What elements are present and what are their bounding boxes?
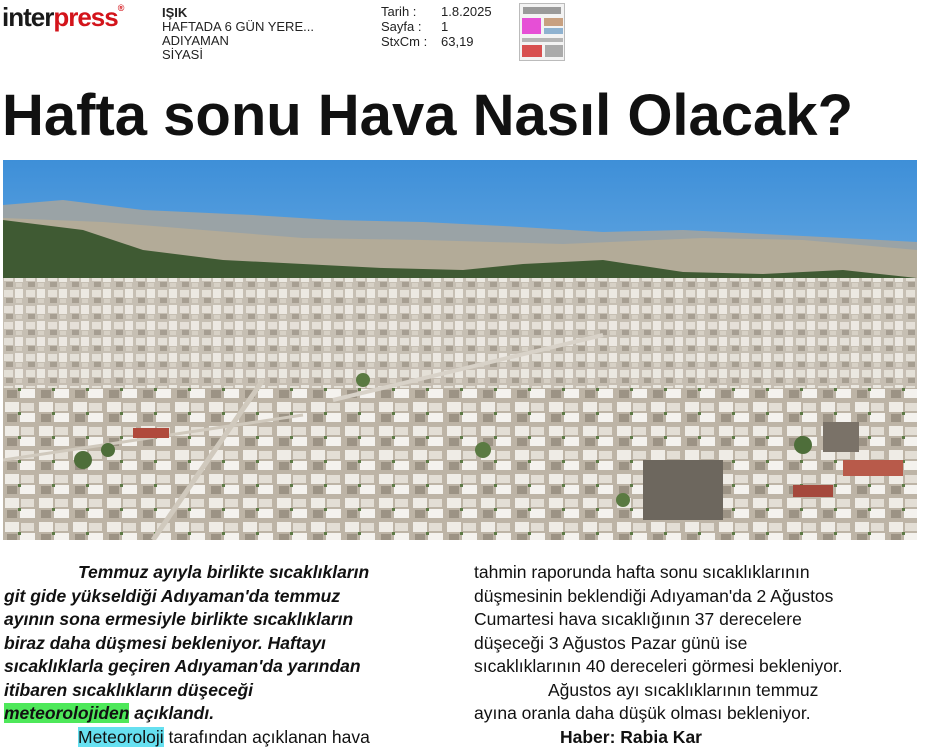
lead-line-5: sıcaklıklarla geçiren Adıyaman'da yarından xyxy=(4,656,361,676)
stxcm-row xyxy=(381,34,492,49)
date-label: Tarih : xyxy=(381,4,417,19)
lead-line-2: git gide yükseldiği Adıyaman'da temmuz xyxy=(4,585,341,606)
article-column-1 xyxy=(4,561,432,749)
stxcm-label: StxCm : xyxy=(381,34,428,49)
lead-line-1: Temmuz ayıyla birlikte sıcaklıkların xyxy=(78,562,370,582)
col2-line-7: ayına oranla daha düşük olması bekleniyor. xyxy=(474,703,811,723)
highlight-keyword-2: Meteoroloji xyxy=(78,726,164,747)
page-thumbnail[interactable] xyxy=(519,3,565,61)
publication-frequency: HAFTADA 6 GÜN YERE... xyxy=(162,19,314,34)
lead-line-6: itibaren sıcaklıkların düşeceği xyxy=(4,679,253,700)
highlight-keyword: meteorolojiden xyxy=(4,703,130,723)
col2-line-5: sıcaklıklarının 40 dereceleri görmesi bekleniyor. xyxy=(474,656,843,676)
lead-line-4: biraz daha düşmesi bekleniyor. Haftayı xyxy=(4,632,326,653)
col2-line-6: Ağustos ayı sıcaklıklarının temmuz xyxy=(548,679,819,700)
article-headline: Hafta sonu Hava Nasıl Olacak? xyxy=(2,83,853,148)
col2-line-3: Cumartesi hava sıcaklığının 37 derecelere xyxy=(474,609,802,629)
article-photo-city-aerial xyxy=(3,160,917,540)
page-value: 1 xyxy=(441,19,449,34)
lead-line-3: ayının sona ermesiyle birlikte sıcaklıkların xyxy=(4,609,354,629)
clip-meta-details xyxy=(381,4,492,49)
article-author: Haber: Rabia Kar xyxy=(560,726,702,747)
logo-text-accent: press xyxy=(53,2,118,32)
col2-line-1: tahmin raporunda hafta sonu sıcaklıklarının xyxy=(474,562,810,582)
publication-category: SİYASİ xyxy=(162,47,203,62)
clip-meta-source xyxy=(162,6,314,62)
logo-text-main: inter xyxy=(2,2,54,32)
interpress-logo xyxy=(2,4,123,30)
publication-city: ADIYAMAN xyxy=(162,33,229,48)
stxcm-value: 63,19 xyxy=(441,34,474,49)
date-value: 1.8.2025 xyxy=(441,4,492,19)
logo-registered-mark: ® xyxy=(117,3,124,13)
body-line-1: Meteoroloji tarafından açıklanan hava xyxy=(78,726,370,747)
page-row xyxy=(381,19,492,34)
col2-line-4: düşeceği 3 Ağustos Pazar günü ise xyxy=(474,632,748,653)
publication-name: IŞIK xyxy=(162,5,188,20)
col2-line-2: düşmesinin beklendiği Adıyaman'da 2 Ağustos xyxy=(474,585,834,606)
page-label: Sayfa : xyxy=(381,19,422,34)
date-row xyxy=(381,4,492,19)
lead-line-7: meteorolojiden açıklandı. xyxy=(4,703,215,723)
article-column-2 xyxy=(474,561,924,749)
